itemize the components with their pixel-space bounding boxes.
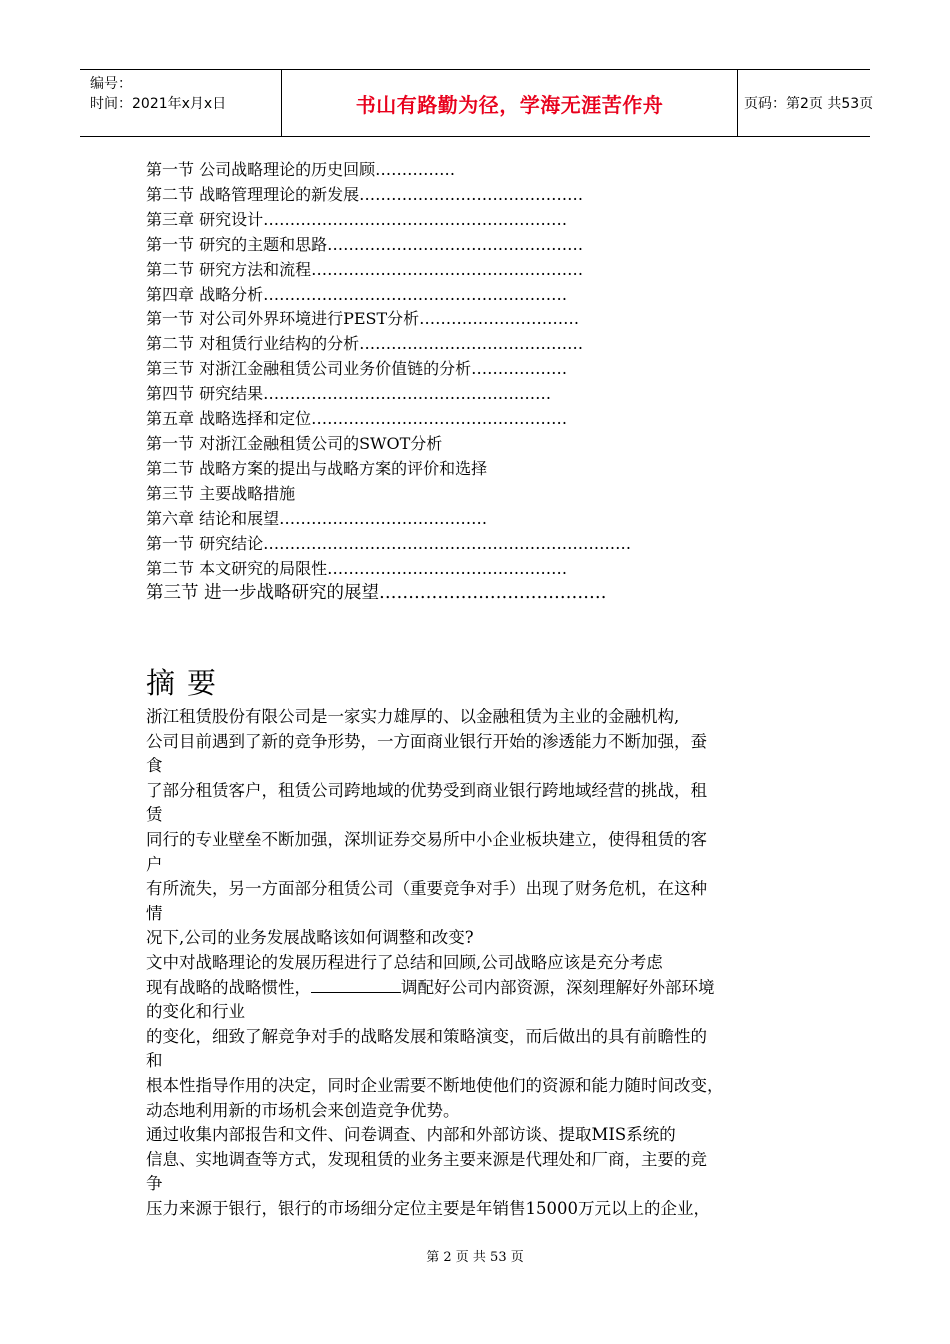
- abstract-line: 同行的专业壁垒不断加强，深圳证券交易所中小企业板块建立，使得租赁的客: [146, 829, 707, 849]
- abstract-body: [146, 705, 724, 1221]
- toc-item: 第二节 战略方案的提出与战略方案的评价和选择: [146, 458, 488, 478]
- abstract-text: 现有战略的战略惯性，: [146, 977, 311, 997]
- toc-item: 第二节 战略管理理论的新发展……………………………………: [146, 184, 584, 204]
- abstract-text: 调配好公司内部资源，深刻理解好外部环境: [401, 977, 715, 997]
- toc-item: 第一节 公司战略理论的历史回顾……………: [146, 160, 456, 179]
- abstract-line: 了部分租赁客户，租赁公司跨地域的优势受到商业银行跨地域经营的挑战，租: [146, 780, 707, 800]
- abstract-title: 摘要: [146, 666, 229, 700]
- toc-item: 第四章 战略分析…………………………………………………: [146, 284, 568, 304]
- toc-item: 第三节 进一步战略研究的展望…………………………………: [146, 583, 607, 604]
- toc-item: 第二节 本文研究的局限性………………………………………: [146, 558, 568, 578]
- blank-underline: [311, 978, 401, 993]
- abstract-line: 的变化，细致了解竞争对手的战略发展和策略演变，而后做出的具有前瞻性的: [146, 1026, 707, 1046]
- abstract-line: 压力来源于银行，银行的市场细分定位主要是年销售15000万元以上的企业，: [146, 1198, 710, 1218]
- toc-item: 第六章 结论和展望…………………………………: [146, 508, 488, 528]
- toc-item: 第一节 对公司外界环境进行PEST分析…………………………: [146, 309, 580, 329]
- abstract-line: 食: [146, 756, 163, 776]
- toc-item: 第一节 对浙江金融租赁公司的SWOT分析: [146, 433, 443, 453]
- abstract-line: 情: [146, 903, 163, 923]
- abstract-line: 赁: [146, 805, 163, 825]
- toc-item: 第二节 对租赁行业结构的分析……………………………………: [146, 334, 584, 354]
- abstract-line: 和: [146, 1051, 163, 1071]
- abstract-line: 根本性指导作用的决定，同时企业需要不断地使他们的资源和能力随时间改变，: [146, 1075, 724, 1095]
- abstract-line: 公司目前遇到了新的竞争形势，一方面商业银行开始的渗透能力不断加强，蚕: [146, 731, 707, 751]
- toc-item: 第一节 研究的主题和思路…………………………………………: [146, 234, 584, 254]
- toc-item: 第三节 对浙江金融租赁公司业务价值链的分析………………: [146, 359, 568, 379]
- header-page-cell: [738, 70, 874, 136]
- abstract-line: 有所流失，另一方面部分租赁公司（重要竞争对手）出现了财务危机，在这种: [146, 879, 707, 899]
- toc-item: 第五章 战略选择和定位…………………………………………: [146, 409, 568, 429]
- page-footer: 第 2 页 共 53 页: [426, 1250, 524, 1265]
- abstract-line-with-blank: [146, 976, 724, 1001]
- toc-item: 第三章 研究设计…………………………………………………: [146, 209, 568, 229]
- toc-item: 第一节 研究结论……………………………………………………………: [146, 533, 632, 553]
- header-page-info: 页码：第2页 共53页: [744, 96, 874, 112]
- header-motto-cell: [282, 70, 738, 136]
- abstract-line: 信息、实地调查等方式，发现租赁的业务主要来源是代理处和厂商，主要的竞: [146, 1149, 707, 1169]
- toc-item: 第二节 研究方法和流程……………………………………………: [146, 259, 584, 279]
- abstract-line: 通过收集内部报告和文件、问卷调查、内部和外部访谈、提取MIS系统的: [146, 1125, 676, 1145]
- header-meta-cell: [80, 70, 282, 136]
- abstract-line: 的变化和行业: [146, 1002, 245, 1022]
- page-header: [80, 69, 874, 137]
- abstract-line: 况下,公司的业务发展战略该如何调整和改变?: [146, 928, 474, 948]
- date-line: 时间：2021年x月x日: [90, 96, 227, 112]
- toc-item: 第四节 研究结果………………………………………………: [146, 384, 552, 404]
- abstract-line: 浙江租赁股份有限公司是一家实力雄厚的、以金融租赁为主业的金融机构,: [146, 707, 680, 726]
- header-motto: 书山有路勤为径，学海无涯苦作舟: [355, 92, 664, 117]
- abstract-line: 争: [146, 1174, 163, 1194]
- abstract-line: 动态地利用新的市场机会来创造竞争优势。: [146, 1100, 460, 1120]
- table-of-contents: [146, 158, 631, 606]
- toc-item: 第三节 主要战略措施: [146, 483, 296, 503]
- abstract-line: 户: [146, 854, 163, 874]
- serial-number-label: 编号：: [90, 76, 132, 92]
- abstract-line: 文中对战略理论的发展历程进行了总结和回顾,公司战略应该是充分考虑: [146, 952, 663, 972]
